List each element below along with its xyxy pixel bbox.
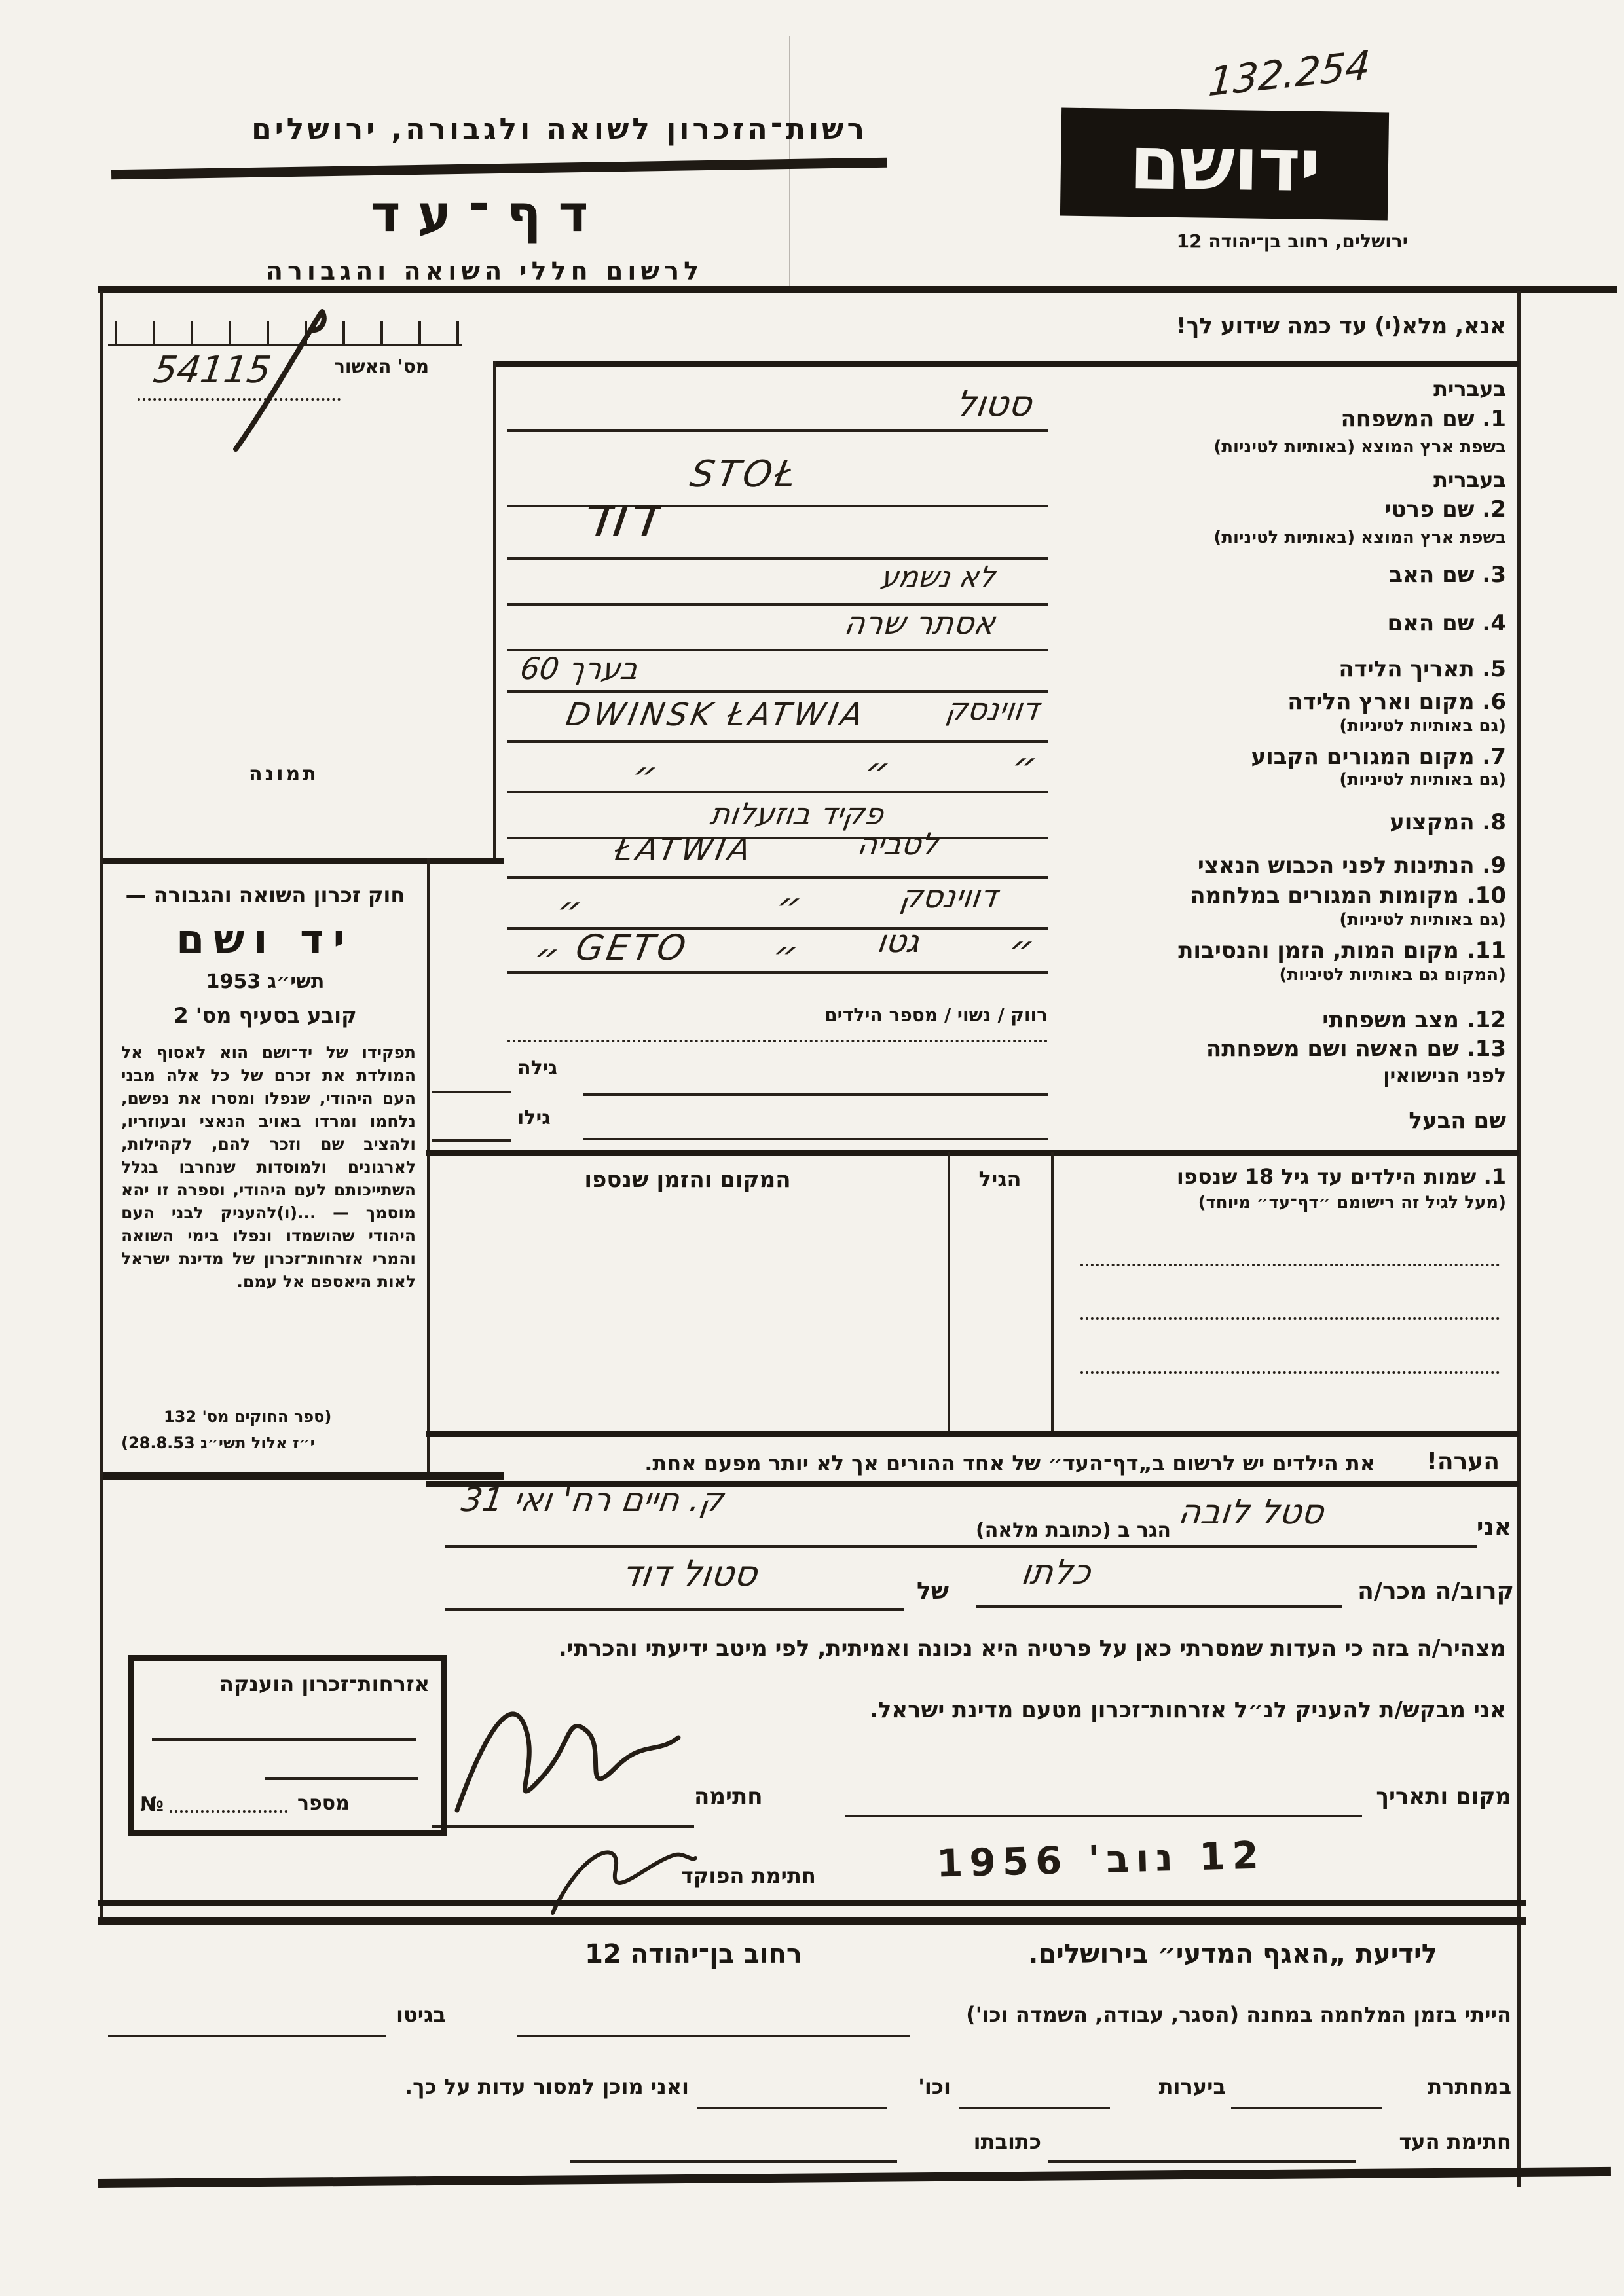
field-1-lang: בעברית — [1433, 376, 1506, 401]
camp-blank-line — [517, 2035, 910, 2037]
of-label: של — [917, 1578, 950, 1605]
official-signature-scribble — [544, 1827, 701, 1925]
field-8-label: 8. המקצוע — [1390, 809, 1506, 835]
note-text: את הילדים יש לרשום ב„דף־העד״ של אחד ההורים אך לא יותר מפעם אחת. — [644, 1451, 1375, 1476]
entry-birth-date: בערך 60 — [518, 651, 641, 686]
law-box-bottom — [103, 1472, 504, 1480]
double-rule-1 — [98, 1900, 1526, 1906]
photo-label: תמונה — [249, 763, 319, 786]
entry-residence-ditto-2: ״ — [861, 749, 893, 795]
entry-death-ditto-2: ״ — [769, 932, 802, 978]
memorial-number-line — [170, 1810, 287, 1813]
camp-line-label: הייתי בזמן המלחמה במחנה (הסגר, עבודה, השמדה וכו') — [966, 2002, 1511, 2027]
children-row-line — [1080, 1264, 1500, 1266]
field-3-label: 3. שם האב — [1389, 562, 1506, 588]
children-names-label: 1. שמות הילדים עד גיל 18 שנספו — [1176, 1164, 1506, 1189]
field-2-lang: בעברית — [1433, 467, 1506, 492]
entry-profession: פקיד בוזעלות — [708, 796, 886, 831]
ruler-tick — [191, 321, 193, 344]
ghetto-label: בגיטו — [396, 2002, 446, 2027]
entry-death-ditto-1: ״ — [530, 935, 563, 981]
double-rule-2 — [98, 1917, 1526, 1925]
ruled-line-marital — [507, 1040, 1048, 1042]
footer-attention-address: רחוב בן־יהודה 12 — [585, 1939, 802, 1969]
entry-war-ditto-2: ״ — [773, 884, 805, 930]
memorial-box-line-2 — [265, 1777, 418, 1780]
approval-number-label: מס' האשור — [334, 355, 429, 377]
ruler-tick — [418, 321, 421, 344]
ruled-line-family-heb — [507, 429, 1048, 432]
ruled-line-first-heb — [507, 557, 1048, 560]
numero-sign: № — [140, 1793, 164, 1816]
relation-handwritten: כלתו — [1018, 1553, 1094, 1592]
field-7-label: 7. מקום המגורים הקבוע — [1251, 744, 1506, 770]
entry-death-place-latin: GETO — [572, 927, 693, 968]
law-title: חוק זכרון השואה והגבורה — — [125, 883, 405, 907]
ruled-line-wife-name — [583, 1093, 1048, 1096]
field-2-label: 2. שם פרטי — [1384, 496, 1506, 522]
footer-attention: לידיעת „האגף המדעי״ בירושלים. — [1028, 1939, 1437, 1969]
entry-citizenship-latin: ŁATWIA — [612, 831, 757, 868]
her-age-label: גילה — [517, 1057, 557, 1080]
logo-text: ידושם — [1129, 120, 1320, 208]
entry-mother-name: אסתר שרה — [842, 605, 998, 642]
entry-death-ditto-3: ״ — [1005, 927, 1037, 973]
field-11-label: 11. מקום המות, הזמן והנסיבות — [1178, 938, 1506, 964]
underground-blank-line — [1231, 2107, 1382, 2109]
his-address-footer-line — [570, 2160, 897, 2163]
subject-line — [445, 1608, 904, 1611]
table-age-divider-2 — [1051, 1152, 1054, 1432]
field-11-sublabel: (המקום גם באותיות לטיניות) — [1279, 965, 1506, 985]
law-box-top — [103, 858, 504, 864]
field-13-label: 13. שם האשה ושם משפחתה — [1206, 1036, 1506, 1062]
field-1-sublabel: בשפת ארץ המוצא (באותיות לטיניות) — [1213, 437, 1506, 457]
org-underline — [111, 158, 887, 180]
law-footnote-1: (ספר החוקים מס' 132 — [164, 1408, 332, 1426]
date-stamp: 12 נוב' 1956 — [936, 1832, 1266, 1886]
law-clause: קובע בסעיף מס' 2 — [174, 1003, 357, 1028]
entry-death-place-hebrew: גטו — [875, 923, 922, 960]
top-rule — [98, 286, 1617, 293]
field-7-sublabel: (גם באותיות לטיניות) — [1339, 770, 1506, 790]
citizenship-request: אני מבקש/ת להעניק לנ״ל אזרחות־זכרון מטעם מדינת ישראל. — [869, 1697, 1506, 1723]
underground-label: במחתרת — [1428, 2074, 1511, 2099]
entry-citizenship-hebrew: לטביה — [855, 826, 941, 862]
marital-status-options: רווק / נשוי / מספר הילדים — [824, 1004, 1048, 1026]
entry-family-name-latin: STOŁ — [687, 453, 803, 496]
form-subtitle: לרשום חללי השואה והגבורה — [265, 257, 704, 285]
entry-war-residence-hebrew: דווינסק — [898, 879, 1000, 915]
ruled-line-husband-name — [583, 1138, 1048, 1140]
relation-line — [976, 1605, 1342, 1608]
left-border — [100, 291, 103, 1922]
her-age-line — [432, 1091, 511, 1093]
field-6-sublabel: (גם באותיות לטיניות) — [1339, 716, 1506, 736]
entry-first-name-hebrew: דוד — [574, 484, 661, 550]
law-body — [121, 1041, 416, 1293]
his-age-label: גילו — [517, 1106, 551, 1129]
entry-birth-place-hebrew: דווינסק — [944, 691, 1042, 727]
etc-blank-line — [697, 2107, 887, 2109]
ruler-tick — [342, 321, 345, 344]
declarant-i-label: אני — [1476, 1514, 1511, 1540]
table-col-place: המקום והזמן שנספו — [584, 1167, 791, 1193]
address-handwritten: ק. חיים רח' ואי 31 — [458, 1481, 726, 1519]
table-col-age: הגיל — [978, 1167, 1022, 1192]
entry-residence-ditto-3: ״ — [1008, 744, 1041, 790]
official-signature-label: חתימת הפוקד — [681, 1863, 816, 1888]
relation-label: קרוב/ה מכר/ה — [1357, 1578, 1514, 1605]
ruled-line-birth-place — [507, 740, 1048, 743]
witness-signature-footer-line — [1048, 2160, 1356, 2163]
husband-name-label: שם הבעל — [1409, 1108, 1506, 1134]
form-inner-top-rule — [494, 361, 1519, 367]
ruled-line-profession — [507, 837, 1048, 839]
table-bottom-rule — [426, 1431, 1519, 1437]
witness-signature-scribble — [445, 1676, 694, 1833]
place-date-line — [845, 1815, 1362, 1817]
address-label: הגר ב (כתובת מלאה) — [975, 1519, 1171, 1542]
memorial-box-title: אזרחות־זכרון הוענקה — [219, 1671, 430, 1696]
memorial-box-line-1 — [152, 1738, 416, 1741]
field-1-label: 1. שם המשפחה — [1340, 406, 1506, 432]
declarant-line — [445, 1545, 1477, 1548]
approval-slash-stroke — [223, 306, 334, 457]
archive-number-handwritten: 132.254 — [1207, 42, 1372, 106]
photo-divider — [493, 361, 496, 862]
entry-family-name-hebrew: סטול — [953, 383, 1035, 424]
place-date-label: מקום ותאריך — [1376, 1783, 1511, 1810]
law-year: תשי״ג 1953 — [206, 970, 325, 993]
his-address-footer-label: כתובתו — [973, 2129, 1041, 2154]
field-13-label-2: לפני הנישואין — [1383, 1065, 1506, 1087]
law-body-part1: תפקידו של יד־ושם הוא לאסוף אל המולדת את זכרם של כל אלה מבני העם היהודי, שנפלו ומסרו את נפשם, נלחמו ומרדו באויב הנאצי ובעוזריו, ולהציב שם וזכר להם, לקהילות, לארגונים ולמוסדות שנחרבו בגלל השתייכותם לעם היהודי, וספרה זו יהא מוסמך — — [121, 1043, 416, 1222]
children-row-line — [1080, 1371, 1500, 1374]
org-title: רשות־הזכרון לשואה ולגבורה, ירושלים — [251, 113, 868, 146]
field-10-label: 10. מקומות המגורים במלחמה — [1190, 883, 1506, 909]
forests-blank-line — [959, 2107, 1110, 2109]
yad-vashem-logo — [1060, 108, 1389, 221]
entry-birth-place-latin: DWINSK ŁATWIA — [563, 697, 869, 733]
ruler-tick — [115, 321, 117, 344]
table-age-divider-1 — [948, 1152, 950, 1432]
children-row-line — [1080, 1317, 1500, 1320]
bottom-rule — [98, 2167, 1611, 2188]
table-left-border — [428, 1152, 430, 1432]
signature-label: חתימה — [694, 1783, 763, 1810]
ghetto-blank-line — [108, 2035, 386, 2037]
table-top-rule — [426, 1150, 1519, 1156]
law-footnote-2: י״ז אלול תשי״ג 28.8.53) — [121, 1434, 315, 1452]
field-4-label: 4. שם האם — [1387, 610, 1506, 636]
declaration-statement: מצהיר/ה בזה כי העדות שמסרתי כאן על פרטיה היא נכונה ואמיתית, לפי מיטב ידיעתי והכרתי. — [558, 1635, 1506, 1662]
law-body-part2: ...(ו)להעניק לבני העם היהודי שהושמדו ונפלו בימי השואה והמרי אזרחות־זכרון של מדינת ישראל לאות היאספם אל עמם. — [121, 1203, 416, 1291]
field-6-label: 6. מקום וארץ הלידה — [1287, 689, 1506, 715]
ruler-tick — [380, 321, 383, 344]
field-10-sublabel: (גם באותיות לטיניות) — [1339, 910, 1506, 930]
ruled-line-residence — [507, 791, 1048, 793]
entry-war-ditto-1: ״ — [553, 888, 585, 934]
witness-signature-footer-label: חתימת העד — [1399, 2129, 1511, 2154]
field-2-sublabel: בשפת ארץ המוצא (באותיות לטיניות) — [1213, 528, 1506, 547]
subject-name-handwritten: סטול דוד — [619, 1553, 760, 1594]
witness-name-handwritten: סטל לובה — [1175, 1493, 1327, 1532]
field-9-label: 9. הנתינות לפני הכבוש הנאצי — [1197, 852, 1506, 879]
his-age-line — [432, 1139, 511, 1142]
logo-address: ירושלים, רחוב בן־יהודה 12 — [1176, 230, 1408, 252]
ruler-tick — [153, 321, 155, 344]
forests-label: ביערות — [1158, 2074, 1226, 2099]
fill-request: אנא, מלא(י) עד כמה שידוע לך! — [1176, 313, 1506, 339]
memorial-number-label: מספר — [297, 1792, 350, 1815]
testify-label: ואני מוכן למסור עדות על כך. — [404, 2074, 689, 2099]
children-names-sublabel: (מעל לגיל זה רישומם ״דף־עד״ מיוחד) — [1198, 1193, 1506, 1212]
approval-number-handwritten: 54115 — [151, 349, 274, 392]
law-name: יד ושם — [176, 915, 354, 963]
field-12-label: 12. מצב משפחתי — [1322, 1007, 1506, 1033]
entry-residence-ditto-1: ״ — [629, 753, 661, 799]
entry-father-name: לא נשמע — [878, 560, 998, 594]
field-5-label: 5. תאריך הלידה — [1338, 656, 1506, 682]
memorial-citizenship-box — [128, 1655, 447, 1836]
form-title: דף־עד — [370, 185, 606, 244]
ruler-tick — [456, 321, 459, 344]
note-title: הערה! — [1426, 1448, 1500, 1475]
etc-label: וכו' — [918, 2074, 951, 2099]
